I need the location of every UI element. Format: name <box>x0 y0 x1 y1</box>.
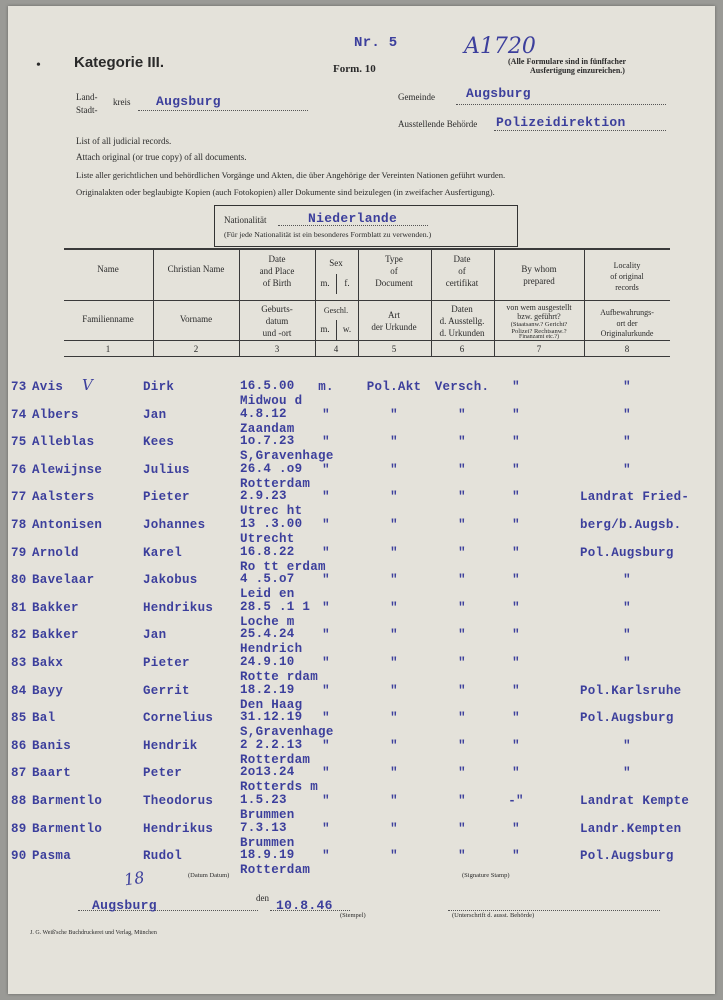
birth-date: 16.5.00 <box>240 379 295 393</box>
sex: " <box>322 656 330 670</box>
sex: " <box>322 407 330 422</box>
document-type: Pol.Akt <box>366 380 422 394</box>
prepared-by: " <box>512 738 520 753</box>
row-number: 87 <box>11 766 27 781</box>
row-number: 74 <box>11 407 27 422</box>
document-type: " <box>390 573 398 588</box>
record-location: Landr.Kempten <box>580 821 682 836</box>
row-number: 90 <box>11 849 27 864</box>
first-name: Kees <box>143 435 175 450</box>
prepared-by: " <box>512 628 520 643</box>
col5-en-1: Type <box>385 254 403 264</box>
birth-place: Rotterdam <box>240 752 311 767</box>
birth-place: Zaandam <box>240 421 295 436</box>
record-location: " <box>623 462 631 477</box>
birth-place: Rotte rdam <box>240 670 319 684</box>
col6-de-3: d. Urkunden <box>439 328 485 338</box>
surname: Antonisen <box>32 518 103 532</box>
document-type: " <box>390 821 398 836</box>
handwritten-count: 18 <box>122 867 146 890</box>
table-row <box>8 490 715 518</box>
instruction-3: Liste aller gerichtlichen und behördlichen Vorgänge und Akten, die über Angehörige der Vereinten Nationen geführt wurden. <box>76 170 506 180</box>
col8-de-3: Originalurkunde <box>600 329 654 338</box>
document-type: " <box>390 628 398 643</box>
col6-de-1: Daten <box>451 304 473 314</box>
first-name: Peter <box>143 766 183 781</box>
birth-date: 4 .5.o7 <box>240 572 295 587</box>
birth-date: 2.9.23 <box>240 489 287 504</box>
col1-en: Name <box>97 264 119 274</box>
col5-num: 5 <box>391 344 397 354</box>
record-location: Pol.Augsburg <box>580 711 674 726</box>
col4-num: 4 <box>333 344 339 354</box>
birth-date: 13 .3.00 <box>240 517 303 531</box>
certificate-date: " <box>458 683 466 698</box>
first-name: Jan <box>143 628 167 643</box>
col3-en-3: of Birth <box>262 278 292 288</box>
certificate-date: " <box>458 600 466 615</box>
kreis-label: kreis <box>113 97 131 107</box>
stempel-label: (Stempel) <box>340 912 366 919</box>
record-location: Landrat Fried- <box>580 490 690 505</box>
prepared-by: -" <box>508 794 524 808</box>
birth-date: 7.3.13 <box>240 820 287 835</box>
record-location: " <box>623 407 631 422</box>
birth-place: Utrec ht <box>240 504 303 519</box>
birth-place: Brummen <box>240 835 295 850</box>
prepared-by: " <box>512 821 520 836</box>
stadt-label: Stadt- <box>76 105 98 115</box>
birth-place: Ro tt erdam <box>240 559 326 574</box>
sex: " <box>322 600 330 615</box>
prepared-by: " <box>512 600 520 615</box>
col4-f: f. <box>344 278 350 288</box>
handwritten-reference: A1720 <box>464 34 536 59</box>
first-name: Hendrikus <box>143 600 214 615</box>
prepared-by: " <box>512 407 520 422</box>
birth-date: 1.5.23 <box>240 793 287 807</box>
printer-imprint: J. G. Weiß'sche Buchdruckerei und Verlag, München <box>30 930 157 936</box>
record-location: " <box>623 573 631 588</box>
nationality-value: Niederlande <box>308 211 398 226</box>
row-number: 77 <box>11 490 27 505</box>
prepared-by: " <box>512 518 520 532</box>
record-location: " <box>623 435 631 450</box>
col2-num: 2 <box>193 344 199 354</box>
col8-en-3: records <box>615 283 639 292</box>
sex: " <box>322 738 330 753</box>
sex: " <box>322 683 330 698</box>
col7-en-2: prepared <box>523 276 555 286</box>
record-location: " <box>623 600 631 615</box>
birth-place: Den Haag <box>240 697 303 712</box>
certificate-date: " <box>458 656 466 670</box>
record-location: Pol.Augsburg <box>580 849 674 864</box>
sex: " <box>322 766 330 781</box>
record-location: " <box>623 738 631 753</box>
record-location: Landrat Kempte <box>580 794 690 808</box>
document-type: " <box>390 407 398 422</box>
col3-en-2: and Place <box>259 266 295 276</box>
instruction-4: Originalakten oder beglaubigte Kopien (auch Fotokopien) aller Dokumente sind beizulegen (in zweifacher Ausfertigung). <box>76 187 495 197</box>
col4-w: w. <box>342 324 352 334</box>
behoerde-value: Polizeidirektion <box>496 115 626 130</box>
gemeinde-label: Gemeinde <box>398 92 435 102</box>
table-row <box>8 656 715 684</box>
col6-en-1: Date <box>453 254 471 264</box>
check-mark: V <box>82 376 93 394</box>
birth-date: 18.2.19 <box>240 682 295 697</box>
first-name: Hendrik <box>143 738 198 753</box>
birth-place: Brummen <box>240 808 295 822</box>
row-number: 75 <box>11 435 27 450</box>
surname: Bavelaar <box>32 573 95 588</box>
document-type: " <box>390 794 398 808</box>
prepared-by: " <box>512 711 520 726</box>
document-type: " <box>390 462 398 477</box>
date-place-label: (Datum Datum) <box>188 872 230 879</box>
first-name: Jan <box>143 407 167 422</box>
col5-en-3: Document <box>375 278 413 288</box>
table-row <box>8 573 715 601</box>
sex: " <box>322 573 330 588</box>
birth-place: Rotterdam <box>240 863 311 878</box>
surname: Bakx <box>32 656 64 670</box>
instruction-2: Attach original (or true copy) of all documents. <box>76 152 247 162</box>
surname: Barmentlo <box>32 821 103 836</box>
col8-de-1: Aufbewahrungs- <box>600 308 654 317</box>
surname: Avis <box>32 380 64 394</box>
row-number: 89 <box>11 821 27 836</box>
certificate-date: " <box>458 435 466 450</box>
birth-date: 18.9.19 <box>240 848 295 863</box>
prepared-by: " <box>512 545 520 560</box>
col5-de-1: Art <box>388 310 400 320</box>
birth-place: Rotterdam <box>240 476 311 491</box>
document-type: " <box>390 738 398 753</box>
col6-num: 6 <box>459 344 465 354</box>
surname: Arnold <box>32 545 79 560</box>
col6-en-2: of <box>458 266 466 276</box>
document-type: " <box>390 600 398 615</box>
col7-de-3: (Staatsanw.? Gericht? <box>510 321 568 328</box>
category-title: Kategorie III. <box>74 54 165 71</box>
certificate-date: " <box>458 490 466 505</box>
certificate-date: " <box>458 628 466 643</box>
gemeinde-value: Augsburg <box>466 86 531 101</box>
form-number: Nr. 5 <box>354 35 398 51</box>
col2-en: Christian Name <box>167 264 225 274</box>
row-number: 78 <box>11 518 27 532</box>
first-name: Pieter <box>143 656 190 670</box>
nationality-note: (Für jede Nationalität ist ein besonderes Formblatt zu verwenden.) <box>224 230 432 239</box>
birth-place: Hendrich <box>240 642 303 657</box>
first-name: Karel <box>143 545 183 560</box>
nationality-label: Nationalität <box>224 215 267 225</box>
table-row <box>8 435 715 463</box>
instruction-1: List of all judicial records. <box>76 136 172 146</box>
row-number: 73 <box>11 380 27 394</box>
table-row <box>8 849 715 877</box>
birth-date: 2o13.24 <box>240 765 295 780</box>
certificate-date: " <box>458 794 466 808</box>
row-number: 88 <box>11 794 27 808</box>
birth-date: 28.5 .1 1 <box>240 599 311 614</box>
certificate-date: " <box>458 407 466 422</box>
row-number: 79 <box>11 545 27 560</box>
col8-en-2: of original <box>610 272 644 281</box>
sex: " <box>322 849 330 864</box>
document-type: " <box>390 683 398 698</box>
document-type: " <box>390 849 398 864</box>
col1-de: Familienname <box>82 314 134 324</box>
row-number: 76 <box>11 462 27 477</box>
first-name: Jakobus <box>143 573 198 588</box>
record-location: " <box>623 656 631 670</box>
first-name: Rudol <box>143 849 183 864</box>
birth-place: Rotterds m <box>240 780 319 795</box>
prepared-by: " <box>512 573 520 588</box>
col8-en-1: Locality <box>613 261 641 270</box>
kreis-value: Augsburg <box>156 94 221 109</box>
behoerde-label: Ausstellende Behörde <box>398 119 478 129</box>
sex: " <box>322 518 330 532</box>
sex: " <box>322 462 330 477</box>
surname: Bakker <box>32 628 79 643</box>
certificate-date: " <box>458 821 466 836</box>
col6-en-3: certifikat <box>445 278 479 288</box>
surname: Bal <box>32 711 56 726</box>
table-row <box>8 766 715 794</box>
copies-note-1: (Alle Formulare sind in fünffacher <box>508 57 627 66</box>
sex: " <box>322 794 330 808</box>
col3-de-1: Geburts- <box>261 304 293 314</box>
surname: Albers <box>32 407 79 422</box>
certificate-date: " <box>458 766 466 781</box>
table-row <box>8 739 715 767</box>
prepared-by: " <box>512 462 520 477</box>
row-number: 81 <box>11 600 27 615</box>
first-name: Theodorus <box>143 794 214 808</box>
sex: " <box>322 821 330 836</box>
record-location: " <box>623 628 631 643</box>
certificate-date: Versch. <box>434 380 490 394</box>
col7-en-1: By whom <box>521 264 557 274</box>
col5-en-2: of <box>390 266 398 276</box>
record-location: " <box>623 766 631 781</box>
birth-date: 2 2.2.13 <box>240 737 303 752</box>
col4-m2: m. <box>320 324 330 334</box>
record-location: berg/b.Augsb. <box>580 518 682 532</box>
birth-date: 25.4.24 <box>240 627 295 642</box>
table-row <box>8 628 715 656</box>
sex: " <box>322 545 330 560</box>
col2-de: Vorname <box>179 314 213 324</box>
surname: Banis <box>32 738 72 753</box>
record-location: Pol.Karlsruhe <box>580 683 682 698</box>
col5-de-2: der Urkunde <box>371 322 417 332</box>
prepared-by: " <box>512 683 520 698</box>
table-row <box>8 518 715 546</box>
surname: Bakker <box>32 600 79 615</box>
prepared-by: " <box>512 656 520 670</box>
surname: Bayy <box>32 683 64 698</box>
row-number: 83 <box>11 656 27 670</box>
row-number: 82 <box>11 628 27 643</box>
table-row <box>8 711 715 739</box>
prepared-by: " <box>512 766 520 781</box>
surname: Barmentlo <box>32 794 103 808</box>
col6-de-2: d. Ausstellg. <box>439 316 485 326</box>
sex: " <box>322 490 330 505</box>
col8-num: 8 <box>624 344 630 354</box>
document-type: " <box>390 490 398 505</box>
surname: Aalsters <box>32 490 95 505</box>
birth-date: 26.4 .o9 <box>240 461 303 476</box>
document-type: " <box>390 435 398 450</box>
col3-num: 3 <box>274 344 280 354</box>
first-name: Gerrit <box>143 683 190 698</box>
row-number: 84 <box>11 683 27 698</box>
birth-place: Midwou d <box>240 394 303 408</box>
surname: Alleblas <box>32 435 95 450</box>
row-number: 86 <box>11 738 27 753</box>
document-type: " <box>390 766 398 781</box>
unterschrift-label: (Unterschrift d. ausst. Behörde) <box>452 912 535 919</box>
document-type: " <box>390 518 398 532</box>
surname: Pasma <box>32 849 72 864</box>
birth-place: S,Gravenhage <box>240 725 334 740</box>
prepared-by: " <box>512 435 520 450</box>
copies-note-2: Ausfertigung einzureichen.) <box>530 66 625 75</box>
document-type: " <box>390 656 398 670</box>
certificate-date: " <box>458 573 466 588</box>
table-row <box>8 684 715 712</box>
sex: " <box>322 435 330 450</box>
signature-stamp-label: (Signature Stamp) <box>462 872 510 879</box>
table-row <box>8 546 715 574</box>
sex: " <box>322 711 330 726</box>
first-name: Pieter <box>143 490 190 505</box>
table-row <box>8 601 715 629</box>
certificate-date: " <box>458 462 466 477</box>
birth-place: Utrecht <box>240 532 295 546</box>
birth-date: 24.9.10 <box>240 655 295 669</box>
col4-m: m. <box>320 278 330 288</box>
first-name: Dirk <box>143 380 175 394</box>
document-type: " <box>390 545 398 560</box>
birth-date: 31.12.19 <box>240 710 303 725</box>
table-row <box>8 463 715 491</box>
record-location: Pol.Augsburg <box>580 545 674 560</box>
footer-place: Augsburg <box>92 898 157 913</box>
col8-de-2: ort der <box>616 319 638 328</box>
col7-num: 7 <box>536 344 542 354</box>
sex: " <box>322 628 330 643</box>
prepared-by: " <box>512 490 520 505</box>
col7-de-1: von wem ausgestellt <box>506 303 572 312</box>
col4-en: Sex <box>329 258 343 268</box>
row-number: 80 <box>11 573 27 588</box>
prepared-by: " <box>512 849 520 864</box>
table-row <box>8 376 715 408</box>
first-name: Julius <box>143 462 190 477</box>
document-type: " <box>390 711 398 726</box>
certificate-date: " <box>458 711 466 726</box>
certificate-date: " <box>458 518 466 532</box>
footer-date: 10.8.46 <box>276 898 333 913</box>
table-row <box>8 822 715 850</box>
certificate-date: " <box>458 738 466 753</box>
birth-place: Loche m <box>240 614 295 629</box>
birth-date: 4.8.12 <box>240 406 287 421</box>
birth-place: S,Gravenhage <box>240 449 334 464</box>
col1-num: 1 <box>105 344 111 354</box>
first-name: Hendrikus <box>143 821 214 836</box>
birth-place: Leid en <box>240 587 295 602</box>
col7-de-2: bzw. geführt? <box>517 312 561 321</box>
certificate-date: " <box>458 849 466 864</box>
birth-date: 1o.7.23 <box>240 434 295 449</box>
table-row <box>8 408 715 436</box>
first-name: Johannes <box>143 518 206 532</box>
surname: Alewijnse <box>32 462 103 477</box>
table-row <box>8 794 715 822</box>
surname: Baart <box>32 766 72 781</box>
bullet: • <box>36 58 41 73</box>
birth-date: 16.8.22 <box>240 544 295 559</box>
sex: m. <box>318 380 334 394</box>
land-label: Land- <box>76 92 98 102</box>
col3-de-3: und -ort <box>262 328 292 338</box>
first-name: Cornelius <box>143 711 214 726</box>
col4-de: Geschl. <box>323 306 349 315</box>
form-page <box>8 6 715 994</box>
certificate-date: " <box>458 545 466 560</box>
col3-en-1: Date <box>268 254 286 264</box>
col7-de-4: Polizei? Rechtsanw.? <box>511 328 567 335</box>
row-number: 85 <box>11 711 27 726</box>
footer-den: den <box>256 893 269 903</box>
prepared-by: " <box>512 380 520 394</box>
col3-de-2: datum <box>265 316 289 326</box>
col7-de-5: Finanzamt etc.?) <box>519 334 559 340</box>
form-label: Form. 10 <box>333 63 376 75</box>
record-location: " <box>623 380 631 394</box>
